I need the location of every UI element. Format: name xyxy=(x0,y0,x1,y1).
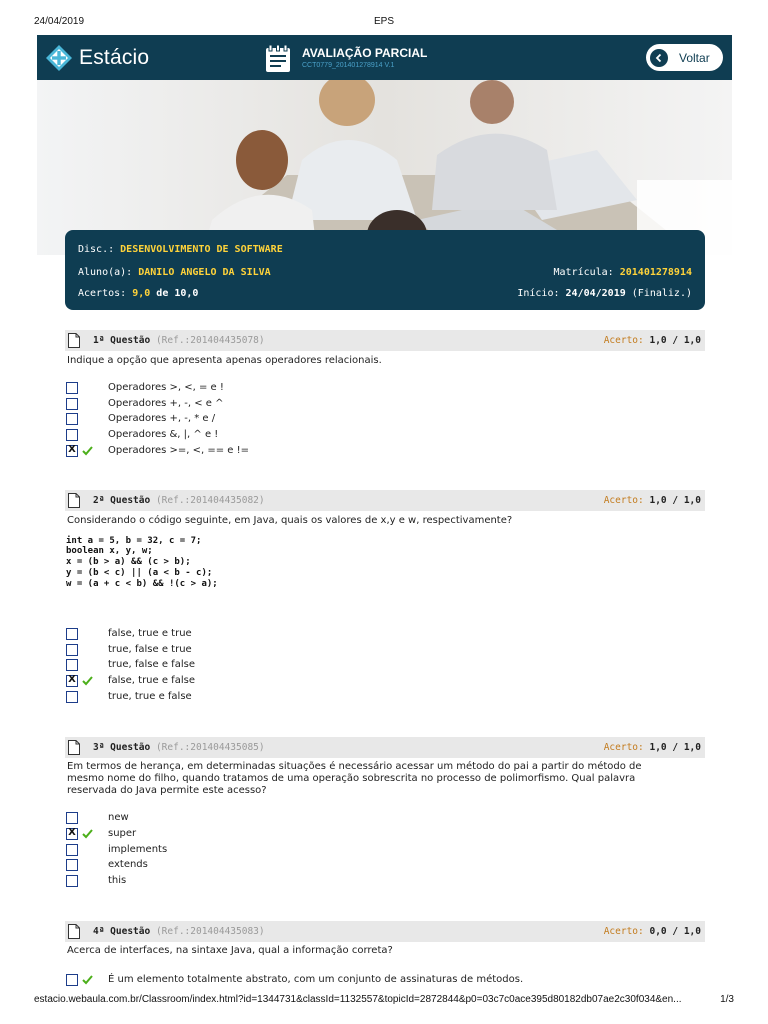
answer-option[interactable]: extends xyxy=(66,859,666,872)
score-row xyxy=(78,288,198,299)
question-header xyxy=(65,490,705,511)
document-icon xyxy=(68,333,80,348)
question-number: 4ª Questão (Ref.:201404435083) xyxy=(93,926,265,937)
banner-illustration xyxy=(37,80,732,255)
estacio-logo[interactable] xyxy=(45,43,149,73)
chevron-left-icon xyxy=(650,49,668,67)
start-label: Início: xyxy=(517,288,560,299)
option-checkbox-checked[interactable] xyxy=(66,445,78,457)
discipline-row xyxy=(78,244,283,255)
clipboard-icon xyxy=(263,43,293,73)
option-checkbox[interactable] xyxy=(66,413,78,425)
answer-option[interactable]: true, false e true xyxy=(66,644,666,657)
option-checkbox-checked[interactable] xyxy=(66,675,78,687)
code-line: int a = 5, b = 32, c = 7; xyxy=(66,536,202,546)
question-number: 3ª Questão (Ref.:201404435085) xyxy=(93,742,265,753)
option-checkbox[interactable] xyxy=(66,812,78,824)
question-text: Indique a opção que apresenta apenas operadores relacionais. xyxy=(67,355,382,366)
correct-check-icon xyxy=(82,975,93,985)
start-status: (Finaliz.) xyxy=(631,288,692,299)
page-subtitle: CCT0779_201401278914 V.1 xyxy=(302,62,395,69)
answer-option[interactable]: true, false e false xyxy=(66,659,666,672)
option-checkbox[interactable] xyxy=(66,628,78,640)
answer-option[interactable]: implements xyxy=(66,844,666,857)
option-checkbox[interactable] xyxy=(66,875,78,887)
discipline-value: DESENVOLVIMENTO DE SOFTWARE xyxy=(120,244,283,255)
page-title: AVALIAÇÃO PARCIAL xyxy=(302,46,428,60)
start-row xyxy=(517,288,692,299)
student-info-panel xyxy=(65,230,705,310)
option-checkbox[interactable] xyxy=(66,974,78,986)
enrollment-value: 201401278914 xyxy=(619,267,692,278)
question-score: Acerto: 0,0 / 1,0 xyxy=(603,926,701,937)
answer-option[interactable]: false, true e true xyxy=(66,628,666,641)
option-checkbox[interactable] xyxy=(66,659,78,671)
question-text: Acerca de interfaces, na sintaxe Java, qual a informação correta? xyxy=(67,945,393,956)
question-text-line: mesmo nome do filho, quando tratamos de uma operação sobrescrita no processo de polimorfismo. Qual palavra xyxy=(67,773,636,784)
question-number: 2ª Questão (Ref.:201404435082) xyxy=(93,495,265,506)
option-checkbox[interactable] xyxy=(66,382,78,394)
answer-option[interactable]: this xyxy=(66,875,666,888)
score-total: de 10,0 xyxy=(156,288,199,299)
print-url: estacio.webaula.com.br/Classroom/index.html?id=1344731&classId=1132557&topicId=2872844&p0=03c7c0ace395d80182db07ae2c30f034&en... xyxy=(34,994,682,1005)
student-row xyxy=(78,267,271,278)
code-line: y = (b < c) || (a < b - c); xyxy=(66,568,213,578)
question-ref: (Ref.:201404435083) xyxy=(155,926,265,937)
option-checkbox[interactable] xyxy=(66,398,78,410)
print-page-number: 1/3 xyxy=(720,994,734,1005)
answer-option[interactable]: new xyxy=(66,812,666,825)
discipline-label: Disc.: xyxy=(78,244,115,255)
answer-option[interactable]: Operadores +, -, < e ^ xyxy=(66,398,666,411)
enrollment-row xyxy=(554,267,693,278)
code-line: x = (b > a) && (c > b); xyxy=(66,557,191,567)
question-number: 1ª Questão (Ref.:201404435078) xyxy=(93,335,265,346)
answer-option[interactable]: É um elemento totalmente abstrato, com um conjunto de assinaturas de métodos. xyxy=(66,974,666,987)
enrollment-label: Matrícula: xyxy=(553,267,614,278)
estacio-logo-icon xyxy=(45,44,73,72)
score-value: 9,0 xyxy=(132,288,151,299)
correct-check-icon xyxy=(82,829,93,839)
correct-check-icon xyxy=(82,676,93,686)
document-icon xyxy=(68,740,80,755)
question-header xyxy=(65,330,705,351)
correct-check-icon xyxy=(82,446,93,456)
start-date: 24/04/2019 xyxy=(565,288,626,299)
answer-option-selected[interactable]: X Operadores >=, <, == e != xyxy=(66,445,666,458)
answer-option[interactable]: Operadores &, |, ^ e ! xyxy=(66,429,666,442)
print-date: 24/04/2019 xyxy=(34,16,85,27)
banner-image xyxy=(37,80,732,255)
print-footer xyxy=(0,994,768,1008)
option-checkbox[interactable] xyxy=(66,859,78,871)
option-checkbox[interactable] xyxy=(66,691,78,703)
logo-text: Estácio xyxy=(79,46,150,69)
question-ref: (Ref.:201404435085) xyxy=(155,742,265,753)
question-header xyxy=(65,737,705,758)
student-label: Aluno(a): xyxy=(78,267,133,278)
question-score: Acerto: 1,0 / 1,0 xyxy=(603,335,701,346)
code-line: w = (a + c < b) && !(c > a); xyxy=(66,579,218,589)
score-label: Acertos: xyxy=(78,288,127,299)
option-checkbox[interactable] xyxy=(66,844,78,856)
answer-option-selected[interactable]: X super xyxy=(66,828,666,841)
question-header xyxy=(65,921,705,942)
document-icon xyxy=(68,493,80,508)
question-text: Considerando o código seguinte, em Java, quais os valores de x,y e w, respectivamente? xyxy=(67,515,513,526)
option-checkbox-checked[interactable] xyxy=(66,828,78,840)
print-title: EPS xyxy=(373,16,394,27)
answer-option[interactable]: Operadores >, <, = e ! xyxy=(66,382,666,395)
option-checkbox[interactable] xyxy=(66,644,78,656)
question-text-line: reservada do Java permite este acesso? xyxy=(67,785,267,796)
back-button-label: Voltar xyxy=(679,50,710,65)
code-line: boolean x, y, w; xyxy=(66,546,153,556)
question-ref: (Ref.:201404435082) xyxy=(155,495,265,506)
answer-option-selected[interactable]: X false, true e false xyxy=(66,675,666,688)
question-score: Acerto: 1,0 / 1,0 xyxy=(603,495,701,506)
answer-option[interactable]: Operadores +, -, * e / xyxy=(66,413,666,426)
student-name: DANILO ANGELO DA SILVA xyxy=(138,267,271,278)
top-bar xyxy=(37,35,732,80)
answer-option[interactable]: true, true e false xyxy=(66,691,666,704)
print-header xyxy=(0,16,768,30)
question-ref: (Ref.:201404435078) xyxy=(155,335,265,346)
back-button[interactable] xyxy=(646,44,723,71)
option-checkbox[interactable] xyxy=(66,429,78,441)
question-score: Acerto: 1,0 / 1,0 xyxy=(603,742,701,753)
question-text-line: Em termos de herança, em determinadas situações é necessário acessar um método do pai a partir do método de xyxy=(67,761,642,772)
document-icon xyxy=(68,924,80,939)
